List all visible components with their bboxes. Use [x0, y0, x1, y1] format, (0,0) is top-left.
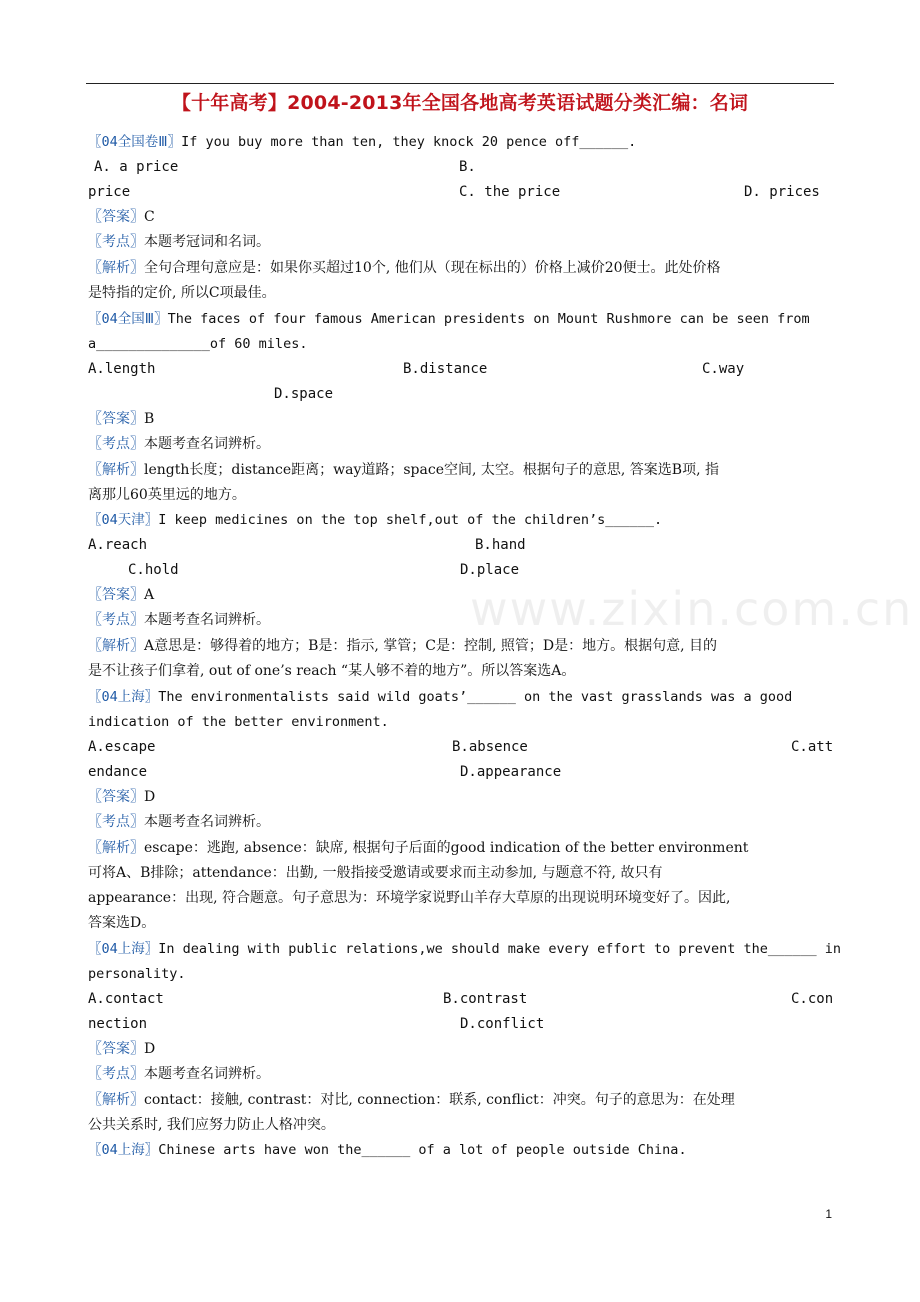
question-2-stem-line-2: a______________of 60 miles.	[88, 336, 308, 352]
q2-option-a: A.length	[88, 361, 156, 377]
q2-analysis-line-1	[88, 458, 719, 483]
q1-analysis-line-1	[88, 256, 721, 281]
q3-option-c: C.hold	[128, 562, 179, 578]
question-text: I keep medicines on the top shelf,out of the children’s______.	[158, 512, 663, 528]
analysis-text: 全句合理句意应是：如果你买超过10个, 他们从（现在标出的）价格上减价20便士。此处价格	[144, 260, 721, 276]
q4-answer	[88, 785, 155, 810]
source-tag: 〖04上海〗	[88, 1142, 159, 1158]
source-tag: 〖04全国卷Ⅲ〗	[88, 134, 182, 150]
q1-option-a: A. a price	[94, 159, 179, 175]
q4-analysis-line-4: 答案选D。	[88, 915, 156, 931]
answer-tag: 〖答案〗	[88, 209, 144, 225]
answer-tag: 〖答案〗	[88, 411, 144, 427]
q5-option-a: A.contact	[88, 991, 164, 1007]
q4-point	[88, 810, 270, 835]
question-5-stem-line-2: personality.	[88, 966, 186, 982]
analysis-tag: 〖解析〗	[88, 638, 144, 654]
q3-option-d: D.place	[460, 562, 520, 578]
q2-answer	[88, 407, 154, 432]
answer-tag: 〖答案〗	[88, 587, 144, 603]
q5-option-d: D.conflict	[460, 1016, 545, 1032]
q4-option-a: A.escape	[88, 739, 156, 755]
question-1-stem	[88, 130, 636, 155]
q5-analysis-line-2: 公共关系时, 我们应努力防止人格冲突。	[88, 1117, 335, 1133]
q1-option-d: D. prices	[744, 184, 820, 200]
analysis-text: contact：接触, contrast：对比, connection：联系, conflict：冲突。句子的意思为：在处理	[144, 1092, 735, 1108]
q1-answer	[88, 205, 155, 230]
analysis-tag: 〖解析〗	[88, 260, 144, 276]
header-rule	[86, 83, 834, 84]
question-text: If you buy more than ten, they knock 20 pence off______.	[181, 134, 637, 150]
point-tag: 〖考点〗	[88, 436, 144, 452]
q3-answer	[88, 583, 154, 608]
q1-option-b-wrap: price	[88, 184, 131, 200]
point-text: 本题考查名词辨析。	[144, 612, 270, 628]
question-4-stem	[88, 685, 792, 710]
question-text: In dealing with public relations,we should make every effort to prevent the______ in	[158, 941, 841, 957]
q4-analysis-line-2: 可将A、B排除；attendance：出勤, 一般指接受邀请或要求而主动参加, 与题意不符, 故只有	[88, 865, 663, 881]
q4-option-b: B.absence	[452, 739, 528, 755]
q2-option-b: B.distance	[403, 361, 488, 377]
source-tag: 〖04天津〗	[88, 512, 159, 528]
q5-option-b: B.contrast	[443, 991, 528, 1007]
q4-option-c-wrap: endance	[88, 764, 148, 780]
document-title: 【十年高考】2004-2013年全国各地高考英语试题分类汇编：名词	[171, 92, 749, 114]
question-3-stem	[88, 508, 662, 533]
analysis-tag: 〖解析〗	[88, 1092, 144, 1108]
q4-option-d: D.appearance	[460, 764, 562, 780]
q2-option-c: C.way	[702, 361, 745, 377]
q2-option-d: D.space	[274, 386, 334, 402]
answer-value: B	[144, 411, 155, 427]
answer-tag: 〖答案〗	[88, 1041, 144, 1057]
q1-option-c: C. the price	[459, 184, 561, 200]
answer-value: C	[144, 209, 155, 225]
analysis-tag: 〖解析〗	[88, 840, 144, 856]
point-text: 本题考查名词辨析。	[144, 814, 270, 830]
source-tag: 〖04上海〗	[88, 941, 159, 957]
q2-point	[88, 432, 270, 457]
q1-point	[88, 230, 270, 255]
page-number: 1	[825, 1207, 832, 1221]
q5-option-c: C.con	[791, 991, 834, 1007]
q3-option-b: B.hand	[475, 537, 526, 553]
analysis-text: length长度；distance距离；way道路；space空间, 太空。根据句子的意思, 答案选B项, 指	[144, 462, 719, 478]
watermark: www.zixin.com.cn	[470, 582, 914, 636]
answer-value: D	[144, 1041, 156, 1057]
question-2-stem	[88, 307, 810, 332]
q5-option-c-wrap: nection	[88, 1016, 148, 1032]
q3-option-a: A.reach	[88, 537, 148, 553]
analysis-text: A意思是：够得着的地方；B是：指示, 掌管；C是：控制, 照管；D是：地方。根据句意, 目的	[144, 638, 718, 654]
q3-analysis-line-1	[88, 634, 717, 659]
q3-analysis-line-2: 是不让孩子们拿着, out of one’s reach “某人够不着的地方”。所以答案选A。	[88, 663, 576, 679]
point-tag: 〖考点〗	[88, 1066, 144, 1082]
analysis-text: escape：逃跑, absence：缺席, 根据句子后面的good indication of the better environment	[144, 840, 749, 856]
source-tag: 〖04上海〗	[88, 689, 159, 705]
point-tag: 〖考点〗	[88, 612, 144, 628]
question-6-stem	[88, 1138, 687, 1163]
q5-analysis-line-1	[88, 1088, 735, 1113]
analysis-tag: 〖解析〗	[88, 462, 144, 478]
point-tag: 〖考点〗	[88, 814, 144, 830]
question-text: Chinese arts have won the______ of a lot of people outside China.	[158, 1142, 687, 1158]
q4-analysis-line-3: appearance：出现, 符合题意。句子意思为：环境学家说野山羊存大草原的出现说明环境变好了。因此,	[88, 890, 731, 906]
point-text: 本题考查名词辨析。	[144, 436, 270, 452]
point-text: 本题考冠词和名词。	[144, 234, 270, 250]
q1-option-b: B.	[459, 159, 476, 175]
answer-tag: 〖答案〗	[88, 789, 144, 805]
q5-answer	[88, 1037, 155, 1062]
answer-value: D	[144, 789, 156, 805]
q2-analysis-line-2: 离那儿60英里远的地方。	[88, 487, 246, 503]
q1-analysis-line-2: 是特指的定价, 所以C项最佳。	[88, 285, 276, 301]
q4-analysis-line-1	[88, 836, 748, 861]
source-tag: 〖04全国Ⅲ〗	[88, 311, 168, 327]
question-5-stem	[88, 937, 841, 962]
question-4-stem-line-2: indication of the better environment.	[88, 714, 389, 730]
question-text: The faces of four famous American presidents on Mount Rushmore can be seen from	[167, 311, 810, 327]
q4-option-c: C.att	[791, 739, 834, 755]
point-text: 本题考查名词辨析。	[144, 1066, 270, 1082]
answer-value: A	[144, 587, 155, 603]
q5-point	[88, 1062, 270, 1087]
point-tag: 〖考点〗	[88, 234, 144, 250]
question-text: The environmentalists said wild goats’______ on the vast grasslands was a good	[158, 689, 793, 705]
q3-point	[88, 608, 270, 633]
